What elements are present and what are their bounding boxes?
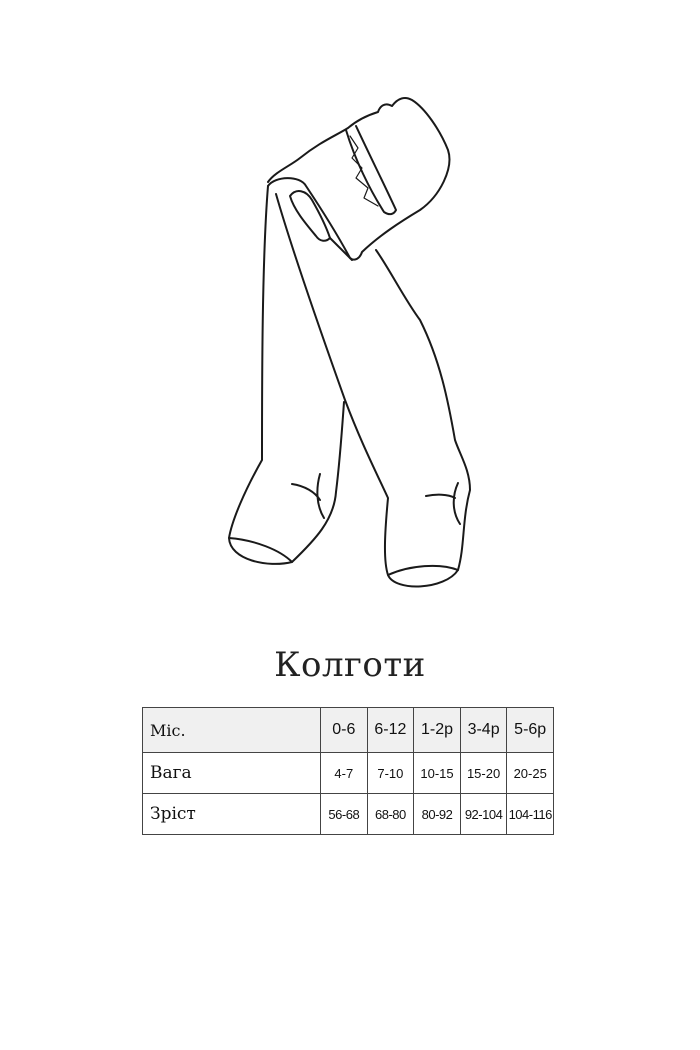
size-chart-table [142,707,554,835]
size-chart-row-weight [143,753,554,794]
front-leg-toe [388,566,458,575]
row-label-height: Зріст [143,794,321,835]
table-cell: 68-80 [367,794,414,835]
header-cell: 3-4р [460,708,507,753]
table-cell: 20-25 [507,753,554,794]
waistband-inner [290,191,330,241]
back-leg-outline [229,186,344,564]
header-label-months: Міс. [143,708,321,753]
product-title: Колготи [274,645,426,685]
back-leg-toe [229,538,292,562]
table-cell: 10-15 [414,753,461,794]
table-cell: 4-7 [321,753,368,794]
table-cell: 92-104 [460,794,507,835]
front-leg-heel [426,483,460,524]
table-cell: 56-68 [321,794,368,835]
table-cell: 7-10 [367,753,414,794]
back-leg-heel [292,474,324,518]
size-chart-row-height [143,794,554,835]
waistband-outer [268,98,449,260]
header-cell: 6-12 [367,708,414,753]
size-chart-header-row [143,708,554,753]
table-cell: 15-20 [460,753,507,794]
front-leg-outline [276,194,470,586]
table-cell: 80-92 [414,794,461,835]
table-cell: 104-116 [507,794,554,835]
header-cell: 1-2р [414,708,461,753]
header-cell: 5-6р [507,708,554,753]
header-cell: 0-6 [321,708,368,753]
row-label-weight: Вага [143,753,321,794]
waistband-edge [346,126,396,214]
